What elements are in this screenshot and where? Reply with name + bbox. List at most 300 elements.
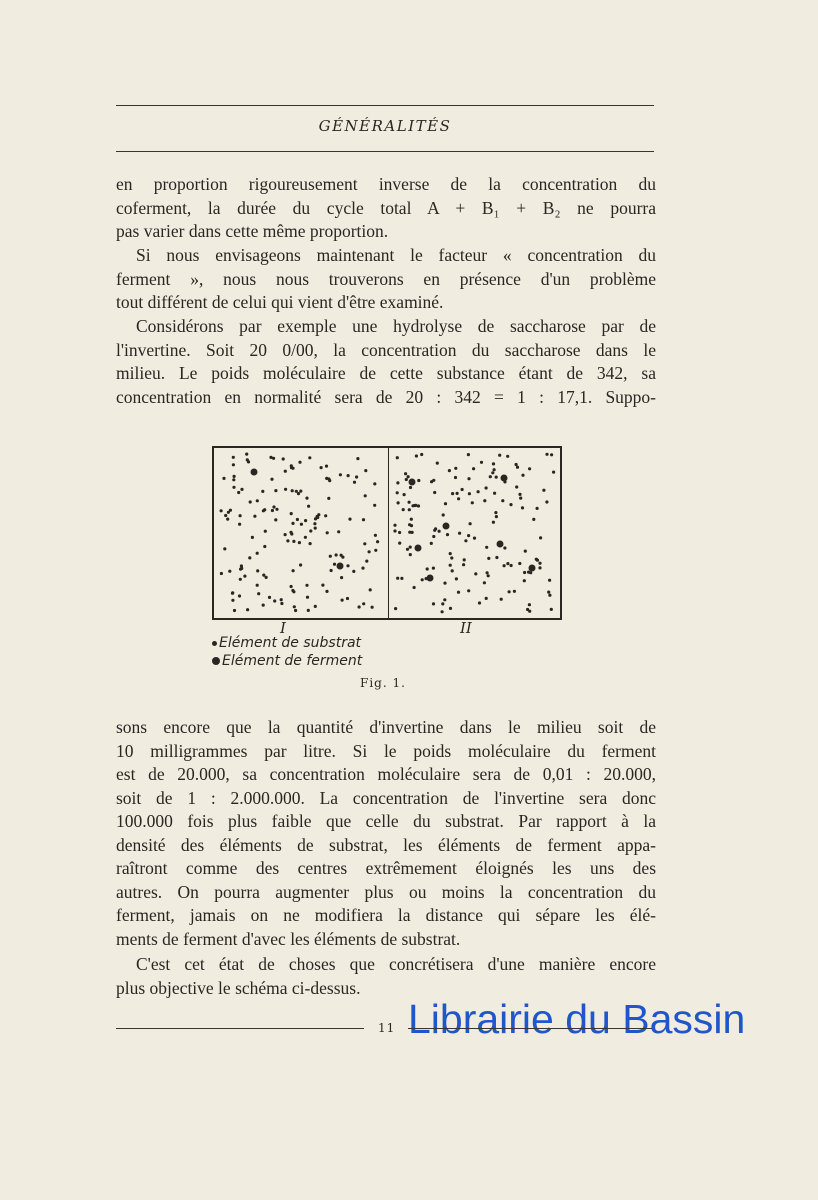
substrate-dot (472, 467, 475, 470)
substrate-dot (494, 511, 497, 514)
text-line: coferment, la durée du cycle total A + B₁ + B₂ ne pourra (116, 197, 656, 218)
substrate-dot (297, 492, 300, 495)
substrate-dot (548, 579, 551, 582)
substrate-dot (396, 481, 399, 484)
substrate-dot (492, 462, 495, 465)
substrate-dot (403, 493, 406, 496)
substrate-dot (454, 476, 457, 479)
substrate-dot (473, 537, 476, 540)
substrate-dot (400, 577, 403, 580)
substrate-dot (506, 455, 509, 458)
substrate-dot (485, 597, 488, 600)
substrate-dot (249, 500, 252, 503)
substrate-dot (290, 512, 293, 515)
substrate-dot (256, 569, 259, 572)
substrate-dot (436, 462, 439, 465)
substrate-dot (307, 505, 310, 508)
header-rule-top (116, 105, 654, 106)
substrate-dot (256, 552, 259, 555)
substrate-dot (508, 590, 511, 593)
substrate-dot (462, 563, 465, 566)
substrate-dot (292, 569, 295, 572)
substrate-dot (409, 546, 412, 549)
substrate-dot (274, 518, 277, 521)
substrate-dot (495, 556, 498, 559)
substrate-dot (463, 558, 466, 561)
substrate-dot (325, 465, 328, 468)
substrate-dot (493, 468, 496, 471)
substrate-dot (352, 570, 355, 573)
substrate-dot (233, 475, 236, 478)
substrate-dot (405, 478, 408, 481)
substrate-dot (450, 556, 453, 559)
figure-dots (214, 448, 560, 618)
substrate-dot (492, 521, 495, 524)
substrate-dot (374, 549, 377, 552)
legend-label: Elément de ferment (222, 653, 363, 669)
substrate-dot (239, 578, 242, 581)
substrate-dot (361, 567, 364, 570)
substrate-dot (457, 497, 460, 500)
substrate-dot (304, 519, 307, 522)
substrate-dot (550, 453, 553, 456)
substrate-dot (251, 536, 254, 539)
substrate-dot (415, 454, 418, 457)
substrate-dot (306, 596, 309, 599)
substrate-dot (503, 546, 506, 549)
substrate-dot (503, 564, 506, 567)
substrate-dot (328, 479, 331, 482)
substrate-dot (461, 488, 464, 491)
substrate-dot (309, 542, 312, 545)
substrate-dot (337, 530, 340, 533)
substrate-dot (371, 606, 374, 609)
substrate-dot (232, 463, 235, 466)
substrate-dot (521, 474, 524, 477)
substrate-dot (402, 508, 405, 511)
substrate-dot (299, 490, 302, 493)
substrate-dot (320, 466, 323, 469)
text-line: ferment », nous nous trouverons en présence d'un problème (116, 268, 656, 289)
substrate-dot (409, 553, 412, 556)
panel-label-ii: II (460, 619, 472, 637)
substrate-dot (305, 497, 308, 500)
substrate-dot (292, 540, 295, 543)
substrate-dot (509, 503, 512, 506)
substrate-dot (232, 478, 235, 481)
substrate-dot (500, 598, 503, 601)
substrate-dot (545, 453, 548, 456)
substrate-dot (346, 564, 349, 567)
substrate-dot (430, 542, 433, 545)
substrate-dot (286, 539, 289, 542)
substrate-dot (432, 535, 435, 538)
substrate-dot (273, 599, 276, 602)
substrate-dot (467, 589, 470, 592)
substrate-dot (284, 533, 287, 536)
substrate-dot (550, 608, 553, 611)
footer-rule (116, 1028, 364, 1029)
substrate-dot (284, 488, 287, 491)
substrate-dot (239, 514, 242, 517)
text-line: plus objective le schéma ci-dessus. (116, 977, 361, 998)
substrate-dot (421, 578, 424, 581)
substrate-dot (432, 479, 435, 482)
substrate-dot (282, 457, 285, 460)
substrate-dot (523, 571, 526, 574)
figure-diagram (212, 446, 562, 620)
substrate-dot (457, 591, 460, 594)
ferment-dot (443, 523, 450, 530)
substrate-dot (296, 518, 299, 521)
substrate-dot (329, 555, 332, 558)
substrate-dot (408, 508, 411, 511)
substrate-dot (486, 571, 489, 574)
substrate-dot (356, 457, 359, 460)
footer-rule-right (408, 1028, 652, 1029)
large-dot-icon (212, 657, 220, 665)
substrate-dot (441, 602, 444, 605)
substrate-dot (363, 542, 366, 545)
substrate-dot (397, 501, 400, 504)
substrate-dot (528, 603, 531, 606)
substrate-dot (233, 609, 236, 612)
substrate-dot (480, 461, 483, 464)
substrate-dot (340, 576, 343, 579)
substrate-dot (293, 605, 296, 608)
legend-label: Elément de substrat (219, 635, 362, 651)
substrate-dot (270, 478, 273, 481)
substrate-dot (513, 590, 516, 593)
text-line: tout différent de celui qui vient d'être examiné. (116, 292, 444, 312)
substrate-dot (256, 584, 259, 587)
substrate-dot (231, 592, 234, 595)
substrate-dot (309, 529, 312, 532)
substrate-dot (404, 472, 407, 475)
substrate-dot (478, 601, 481, 604)
substrate-dot (539, 536, 542, 539)
substrate-dot (458, 532, 461, 535)
legend-substrate (212, 635, 361, 651)
ferment-dot (409, 479, 416, 486)
substrate-dot (501, 499, 504, 502)
ferment-dot (337, 563, 344, 570)
substrate-dot (491, 471, 494, 474)
substrate-dot (228, 570, 231, 573)
substrate-dot (227, 511, 230, 514)
substrate-dot (407, 475, 410, 478)
substrate-dot (326, 531, 329, 534)
substrate-dot (396, 491, 399, 494)
substrate-dot (411, 504, 414, 507)
text-line: pas varier dans cette même proportion. (116, 221, 389, 241)
substrate-dot (374, 534, 377, 537)
substrate-dot (526, 608, 529, 611)
substrate-dot (226, 518, 229, 521)
substrate-dot (364, 469, 367, 472)
substrate-dot (246, 608, 249, 611)
substrate-dot (469, 522, 472, 525)
substrate-dot (408, 523, 411, 526)
substrate-dot (265, 576, 268, 579)
substrate-dot (305, 584, 308, 587)
substrate-dot (451, 569, 454, 572)
substrate-dot (483, 581, 486, 584)
panel-label-i: I (280, 619, 286, 637)
substrate-dot (547, 591, 550, 594)
substrate-dot (284, 470, 287, 473)
substrate-dot (495, 476, 498, 479)
substrate-dot (348, 518, 351, 521)
text-line: l'invertine. Soit 20 0/00, la concentration du saccharose dans le (116, 339, 656, 360)
substrate-dot (545, 500, 548, 503)
substrate-dot (325, 477, 328, 480)
substrate-dot (393, 529, 396, 532)
paragraph-2 (116, 244, 656, 315)
substrate-dot (355, 475, 358, 478)
text-line: soit de 1 : 2.000.000. La concentration de l'invertine sera donc (116, 787, 656, 808)
substrate-dot (253, 515, 256, 518)
substrate-dot (347, 474, 350, 477)
substrate-dot (243, 575, 246, 578)
substrate-dot (528, 467, 531, 470)
substrate-dot (474, 572, 477, 575)
substrate-dot (376, 540, 379, 543)
ferment-dot (501, 475, 508, 482)
substrate-dot (341, 599, 344, 602)
substrate-dot (353, 481, 356, 484)
substrate-dot (298, 461, 301, 464)
paragraph-4 (116, 716, 656, 951)
substrate-dot (314, 605, 317, 608)
ferment-dot (415, 545, 422, 552)
substrate-dot (365, 560, 368, 563)
substrate-dot (414, 504, 417, 507)
substrate-dot (271, 509, 274, 512)
substrate-dot (515, 485, 518, 488)
substrate-dot (289, 531, 292, 534)
substrate-dot (294, 609, 297, 612)
substrate-dot (313, 522, 316, 525)
substrate-dot (519, 497, 522, 500)
substrate-dot (291, 489, 294, 492)
substrate-dot (542, 489, 545, 492)
substrate-dot (340, 554, 343, 557)
header-rule-bottom (116, 151, 654, 152)
text-line: C'est cet état de choses que concrétisera d'une manière encore (136, 954, 656, 974)
substrate-dot (327, 497, 330, 500)
substrate-dot (291, 589, 294, 592)
text-line: raîtront comme des centres extrêmement éloignés les uns des (116, 858, 656, 878)
substrate-dot (523, 579, 526, 582)
substrate-dot (432, 602, 435, 605)
substrate-dot (275, 508, 278, 511)
substrate-dot (535, 558, 538, 561)
text-line: milieu. Le poids moléculaire de cette substance étant de 342, sa (116, 363, 656, 383)
text-line: Considérons par exemple une hydrolyse de saccharose par de (136, 316, 656, 336)
substrate-dot (274, 489, 277, 492)
substrate-dot (468, 492, 471, 495)
substrate-dot (245, 453, 248, 456)
substrate-dot (240, 564, 243, 567)
substrate-dot (248, 556, 251, 559)
substrate-dot (256, 499, 259, 502)
substrate-dot (467, 534, 470, 537)
substrate-dot (298, 541, 301, 544)
substrate-dot (449, 607, 452, 610)
substrate-dot (335, 553, 338, 556)
substrate-dot (515, 463, 518, 466)
text-line: en proportion rigoureusement inverse de la concentration du (116, 174, 656, 194)
substrate-dot (483, 499, 486, 502)
substrate-dot (333, 563, 336, 566)
substrate-dot (362, 518, 365, 521)
substrate-dot (448, 469, 451, 472)
substrate-dot (220, 509, 223, 512)
substrate-dot (506, 562, 509, 565)
ferment-dot (251, 469, 258, 476)
substrate-dot (280, 602, 283, 605)
substrate-dot (321, 584, 324, 587)
text-line: 100.000 fois plus faible que celle du substrat. Par rapport à la (116, 811, 656, 831)
substrate-dot (398, 531, 401, 534)
substrate-dot (516, 466, 519, 469)
substrate-dot (291, 522, 294, 525)
paragraph-3 (116, 315, 656, 409)
substrate-dot (498, 454, 501, 457)
substrate-dot (487, 557, 490, 560)
substrate-dot (446, 533, 449, 536)
substrate-dot (455, 577, 458, 580)
substrate-dot (240, 488, 243, 491)
substrate-dot (238, 594, 241, 597)
substrate-dot (231, 599, 234, 602)
substrate-dot (362, 602, 365, 605)
substrate-dot (324, 514, 327, 517)
substrate-dot (220, 572, 223, 575)
substrate-dot (224, 514, 227, 517)
substrate-dot (408, 531, 411, 534)
substrate-dot (487, 574, 490, 577)
substrate-dot (443, 598, 446, 601)
substrate-dot (444, 502, 447, 505)
substrate-dot (420, 453, 423, 456)
substrate-dot (299, 563, 302, 566)
substrate-dot (262, 574, 265, 577)
running-header: GÉNÉRALITÉS (318, 117, 452, 135)
substrate-dot (257, 592, 260, 595)
ferment-dot (529, 565, 536, 572)
figure-caption: Fig. 1. (360, 676, 406, 690)
substrate-dot (433, 529, 436, 532)
text-line: densité des éléments de substrat, les éléments de ferment appa- (116, 834, 656, 855)
substrate-dot (272, 505, 275, 508)
substrate-dot (263, 545, 266, 548)
substrate-dot (406, 548, 409, 551)
page-number: 11 (378, 1021, 396, 1035)
substrate-dot (300, 523, 303, 526)
substrate-dot (456, 492, 459, 495)
substrate-dot (471, 501, 474, 504)
substrate-dot (527, 571, 530, 574)
substrate-dot (408, 501, 411, 504)
substrate-dot (223, 547, 226, 550)
substrate-dot (369, 588, 372, 591)
substrate-dot (443, 582, 446, 585)
substrate-dot (521, 506, 524, 509)
substrate-dot (325, 590, 328, 593)
substrate-dot (373, 482, 376, 485)
substrate-dot (290, 585, 293, 588)
substrate-dot (485, 486, 488, 489)
substrate-dot (410, 518, 413, 521)
substrate-dot (237, 491, 240, 494)
substrate-dot (393, 524, 396, 527)
substrate-dot (261, 490, 264, 493)
text-line: Si nous envisageons maintenant le facteur « concentration du (136, 245, 656, 265)
substrate-dot (373, 504, 376, 507)
substrate-dot (396, 456, 399, 459)
substrate-dot (489, 475, 492, 478)
substrate-dot (493, 492, 496, 495)
substrate-dot (449, 552, 452, 555)
ferment-dot (427, 575, 434, 582)
substrate-dot (232, 456, 235, 459)
text-line: ferment, jamais on ne modifiera la distance qui sépare les élé- (116, 905, 656, 925)
small-dot-icon (212, 641, 217, 646)
substrate-dot (510, 564, 513, 567)
text-line: sons encore que la quantité d'invertine dans le milieu soit de (116, 717, 656, 737)
substrate-dot (232, 486, 235, 489)
substrate-dot (426, 567, 429, 570)
substrate-dot (263, 508, 266, 511)
substrate-dot (433, 491, 436, 494)
substrate-dot (464, 539, 467, 542)
substrate-dot (394, 607, 397, 610)
substrate-dot (524, 550, 527, 553)
substrate-dot (308, 456, 311, 459)
substrate-dot (280, 598, 283, 601)
substrate-dot (538, 562, 541, 565)
text-line: est de 20.000, sa concentration moléculaire sera de 0,01 : 20.000, (116, 764, 656, 784)
substrate-dot (485, 546, 488, 549)
substrate-dot (262, 604, 265, 607)
substrate-dot (477, 490, 480, 493)
substrate-dot (317, 513, 320, 516)
substrate-dot (238, 523, 241, 526)
substrate-dot (538, 566, 541, 569)
substrate-dot (548, 594, 551, 597)
substrate-dot (346, 597, 349, 600)
substrate-dot (536, 507, 539, 510)
paragraph-1 (116, 173, 656, 244)
substrate-dot (417, 479, 420, 482)
substrate-dot (314, 527, 317, 530)
paragraph-5 (116, 953, 656, 1000)
substrate-dot (417, 504, 420, 507)
substrate-dot (290, 466, 293, 469)
substrate-dot (409, 486, 412, 489)
substrate-dot (358, 605, 361, 608)
substrate-dot (222, 477, 225, 480)
substrate-dot (518, 562, 521, 565)
substrate-dot (442, 513, 445, 516)
substrate-dot (339, 473, 342, 476)
substrate-dot (441, 610, 444, 613)
substrate-dot (368, 550, 371, 553)
substrate-dot (518, 493, 521, 496)
text-line: ments de ferment d'avec les éléments de substrat. (116, 928, 461, 949)
